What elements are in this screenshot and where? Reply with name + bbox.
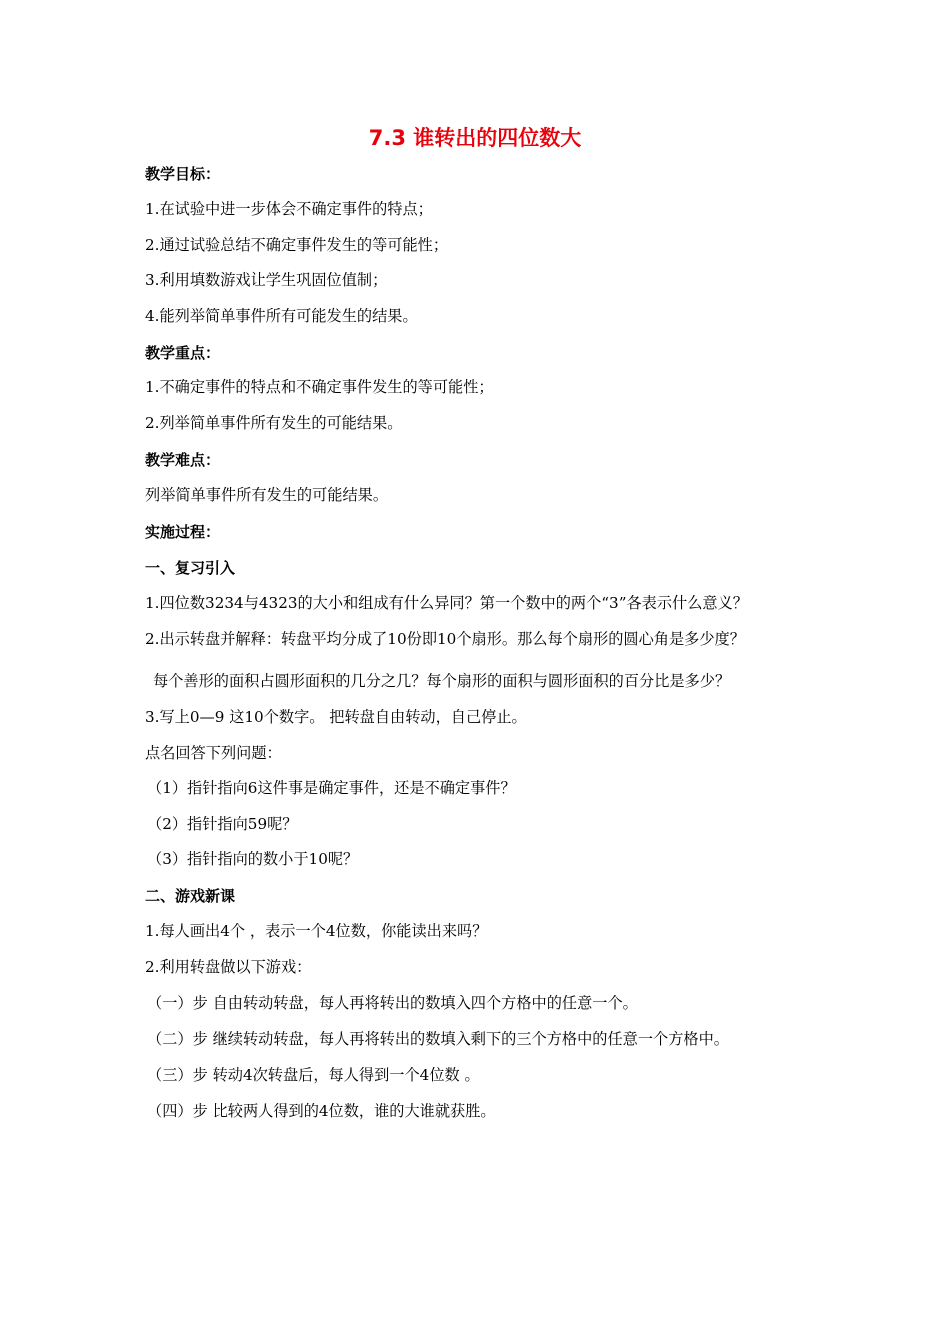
- part2-item: （四）步 比较两人得到的4位数，谁的大谁就获胜。: [147, 1102, 496, 1120]
- part2-heading: 二、游戏新课: [145, 887, 236, 905]
- part1-heading: 一、复习引入: [145, 559, 236, 577]
- difficulty-item: 列举简单事件所有发生的可能结果。: [145, 486, 388, 504]
- part1-item: 点名回答下列问题：: [145, 744, 282, 762]
- document-title: 7.3 谁转出的四位数大: [368, 126, 582, 150]
- part1-item: （3）指针指向的数小于10呢？: [147, 850, 359, 868]
- objective-item: 1.在试验中进一步体会不确定事件的特点；: [145, 200, 433, 218]
- part1-item: 3.写上0—9 这10个数字。 把转盘自由转动，自己停止。: [145, 708, 527, 726]
- key-point-item: 1.不确定事件的特点和不确定事件发生的等可能性；: [145, 378, 494, 396]
- objectives-heading: 教学目标：: [145, 165, 221, 183]
- part2-item: （二）步 继续转动转盘，每人再将转出的数填入剩下的三个方格中的任意一个方格中。: [147, 1030, 729, 1048]
- difficulties-heading: 教学难点：: [145, 451, 221, 469]
- part1-item: （2）指针指向59呢？: [147, 815, 298, 833]
- part2-item: （三）步 转动4次转盘后，每人得到一个4位数 。: [147, 1066, 480, 1084]
- part1-item: 2.出示转盘并解释：转盘平均分成了10份即10个扇形。那么每个扇形的圆心角是多少度？: [145, 630, 745, 648]
- part2-item: 1.每人画出4个 ，表示一个4位数，你能读出来吗？: [145, 922, 488, 940]
- objective-item: 4.能列举简单事件所有可能发生的结果。: [145, 307, 418, 325]
- part2-item: （一）步 自由转动转盘，每人再将转出的数填入四个方格中的任意一个。: [147, 994, 638, 1012]
- part1-item: 1.四位数3234与4323的大小和组成有什么异同？第一个数中的两个“3”各表示什么意义？: [145, 594, 748, 612]
- key-point-item: 2.列举简单事件所有发生的可能结果。: [145, 414, 403, 432]
- key-points-heading: 教学重点：: [145, 344, 221, 362]
- objective-item: 2.通过试验总结不确定事件发生的等可能性；: [145, 236, 449, 254]
- part1-item: 每个善形的面积占圆形面积的几分之几？每个扇形的面积与圆形面积的百分比是多少？: [153, 672, 731, 690]
- part1-item: （1）指针指向6这件事是确定事件，还是不确定事件？: [147, 779, 516, 797]
- part2-item: 2.利用转盘做以下游戏：: [145, 958, 312, 976]
- process-heading: 实施过程：: [145, 523, 221, 541]
- objective-item: 3.利用填数游戏让学生巩固位值制；: [145, 271, 388, 289]
